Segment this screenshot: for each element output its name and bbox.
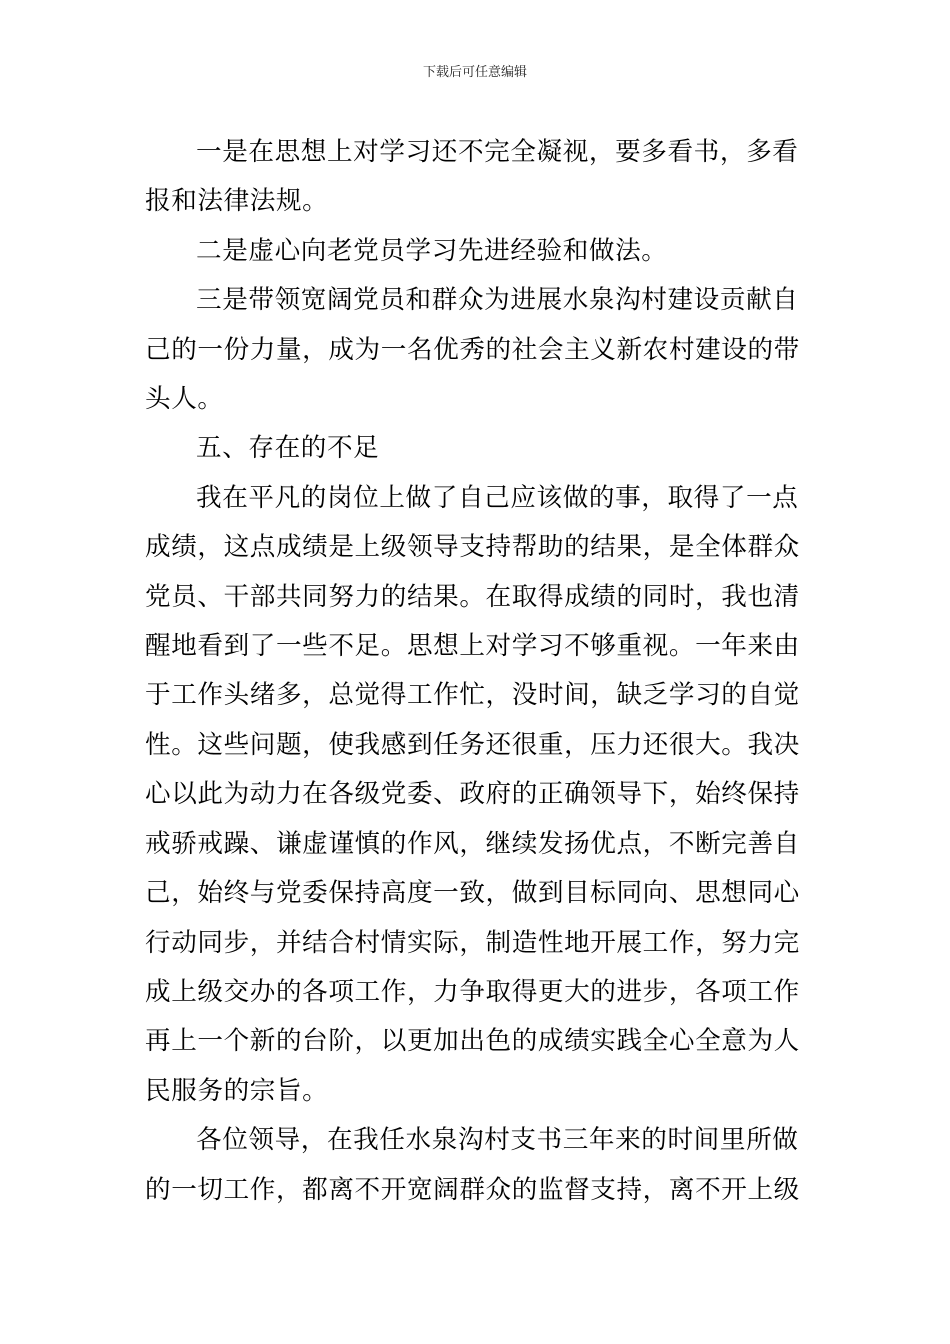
text-line: 行动同步，并结合村情实际，制造性地开展工作，努力完: [145, 927, 800, 958]
paragraph-shortcomings: [145, 474, 807, 1116]
text-line: 再上一个新的台阶，以更加出色的成绩实践全心全意为人: [145, 1026, 800, 1057]
document-body: [145, 128, 807, 1215]
text-line: 心以此为动力在各级党委、政府的正确领导下，始终保持: [145, 779, 800, 810]
paragraph-study-attitude: [145, 128, 807, 227]
text-line: 戒骄戒躁、谦虚谨慎的作风，继续发扬优点，不断完善自: [145, 828, 800, 859]
paragraph-lead-villagers: [145, 276, 807, 424]
text-line: 一是在思想上对学习还不完全凝视，要多看书，多看: [196, 137, 799, 167]
text-line: 民服务的宗旨。: [145, 1075, 329, 1106]
text-line: 己，始终与党委保持高度一致，做到目标同向、思想同心: [145, 878, 800, 909]
section-heading-shortcomings: [145, 424, 807, 473]
text-line: 成绩，这点成绩是上级领导支持帮助的结果，是全体群众: [145, 532, 800, 563]
page-header: 下载后可任意编辑: [422, 65, 527, 80]
text-line: 五、存在的不足: [196, 433, 380, 464]
text-line: 于工作头绪多，总觉得工作忙，没时间，缺乏学习的自觉: [145, 680, 800, 711]
text-line: 成上级交办的各项工作，力争取得更大的进步，各项工作: [145, 976, 800, 1007]
text-line: 的一切工作，都离不开宽阔群众的监督支持，离不开上级: [145, 1174, 800, 1205]
text-line: 党员、干部共同努力的结果。在取得成绩的同时，我也清: [145, 581, 800, 612]
text-line: 报和法律法规。: [145, 186, 329, 217]
text-line: 醒地看到了一些不足。思想上对学习不够重视。一年来由: [145, 631, 800, 662]
text-line: 三是带领宽阔党员和群众为进展水泉沟村建设贡献自: [196, 285, 799, 316]
text-line: 己的一份力量，成为一名优秀的社会主义新农村建设的带: [145, 334, 800, 365]
text-line: 二是虚心向老党员学习先进经验和做法。: [196, 235, 668, 266]
text-line: 头人。: [145, 384, 224, 415]
text-line: 各位领导，在我任水泉沟村支书三年来的时间里所做: [196, 1125, 799, 1156]
paragraph-learn-from-elders: [145, 227, 807, 276]
text-line: 我在平凡的岗位上做了自己应该做的事，取得了一点: [196, 482, 799, 513]
text-line: 性。这些问题，使我感到任务还很重，压力还很大。我决: [145, 729, 800, 760]
paragraph-closing: [145, 1116, 807, 1215]
